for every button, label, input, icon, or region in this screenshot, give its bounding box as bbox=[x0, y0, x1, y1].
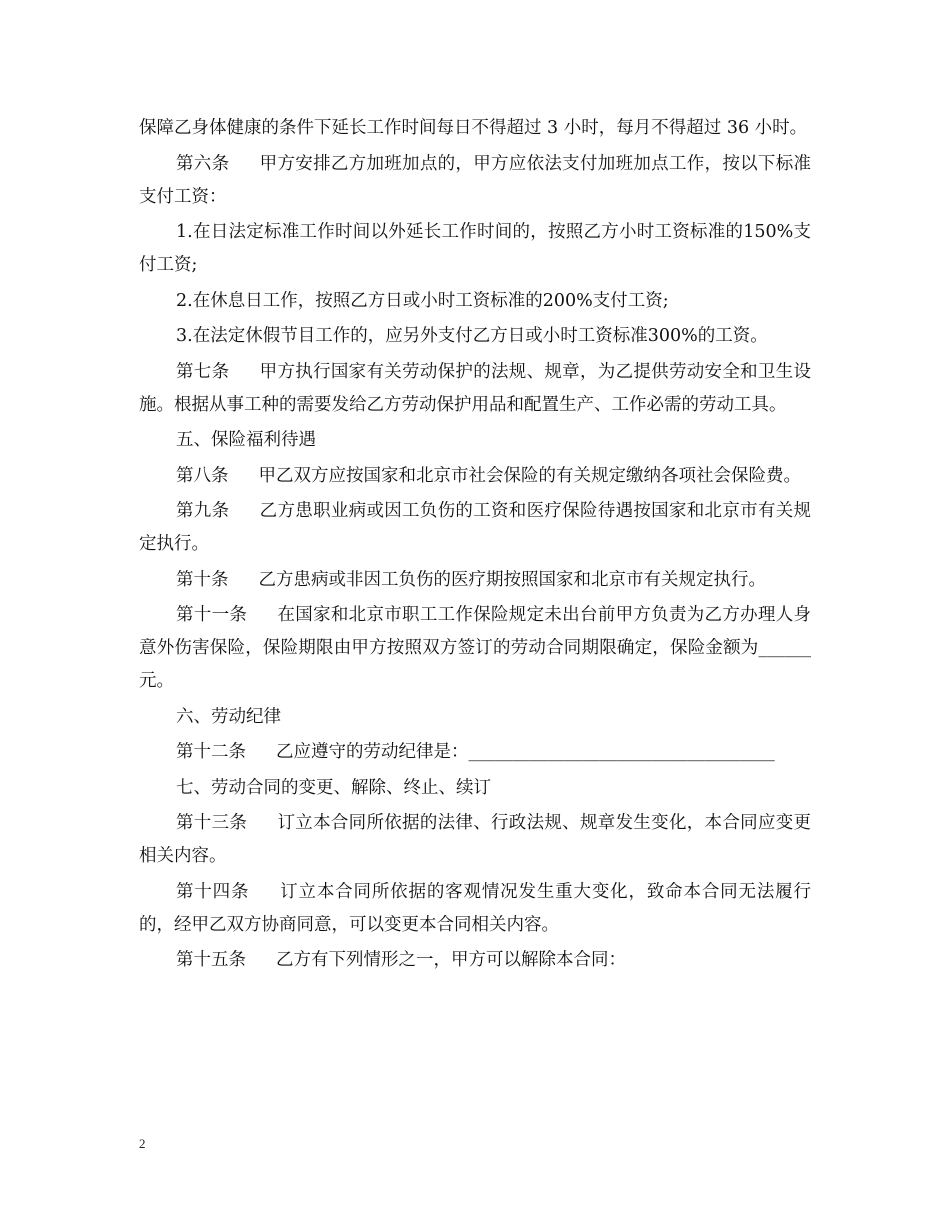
article-paragraph bbox=[139, 356, 811, 422]
list-item bbox=[139, 285, 811, 318]
paragraph-text: 甲方执行国家有关劳动保护的法规、规章，为乙提供劳动安全和卫生设施。根据从事工种的需要发给乙方劳动保护用品和配置生产、工作必需的劳动工具。 bbox=[139, 361, 812, 415]
paragraph-text: 2.在休息日工作，按照乙方日或小时工资标准的200%支付工资; bbox=[176, 290, 669, 311]
article-number: 第十条 bbox=[176, 569, 229, 590]
article-number: 第十五条 bbox=[176, 950, 246, 970]
section-heading-text: 六、劳动纪律 bbox=[176, 706, 281, 727]
article-paragraph bbox=[139, 495, 811, 561]
paragraph-text: 乙方有下列情形之一，甲方可以解除本合同： bbox=[276, 950, 626, 970]
article-paragraph bbox=[139, 460, 811, 493]
article-number: 第八条 bbox=[176, 465, 229, 486]
page-number: 2 bbox=[139, 1136, 146, 1151]
paragraph-text: 乙方患职业病或因工负伤的工资和医疗保险待遇按国家和北京市有关规定执行。 bbox=[139, 501, 812, 554]
section-heading bbox=[139, 772, 811, 805]
article-paragraph bbox=[139, 944, 811, 977]
article-number: 第七条 bbox=[176, 361, 230, 382]
article-number: 第十三条 bbox=[176, 813, 248, 833]
paragraph-text: 保障乙身体健康的条件下延长工作时间每日不得超过 3 小时，每月不得超过 36 小时。 bbox=[139, 118, 808, 138]
article-number: 第九条 bbox=[176, 501, 230, 521]
paragraph-text: 甲方安排乙方加班加点的，甲方应依法支付加班加点工作，按以下标准支付工资： bbox=[139, 153, 812, 207]
section-heading-text: 七、劳动合同的变更、解除、终止、续订 bbox=[176, 777, 491, 798]
paragraph-text: 1.在日法定标准工作时间以外延长工作时间的，按照乙方小时工资标准的150%支付工资; bbox=[139, 222, 811, 275]
paragraph-text: 乙方患病或非因工负伤的医疗期按照国家和北京市有关规定执行。 bbox=[258, 569, 766, 590]
article-paragraph bbox=[139, 599, 811, 698]
article-number: 第十二条 bbox=[176, 742, 246, 762]
section-heading bbox=[139, 424, 811, 457]
paragraph bbox=[139, 112, 811, 145]
article-paragraph bbox=[139, 807, 811, 873]
contract-body bbox=[139, 112, 811, 980]
article-number: 第六条 bbox=[176, 153, 230, 174]
section-heading bbox=[139, 701, 811, 734]
paragraph-text: 订立本合同所依据的客观情况发生重大变化，致命本合同无法履行的，经甲乙双方协商同意，可以变更本合同相关内容。 bbox=[139, 881, 812, 935]
article-paragraph bbox=[139, 736, 811, 769]
article-paragraph bbox=[139, 564, 811, 597]
article-number: 第十一条 bbox=[176, 605, 248, 625]
section-heading-text: 五、保险福利待遇 bbox=[176, 430, 316, 450]
article-number: 第十四条 bbox=[176, 881, 250, 902]
list-item bbox=[139, 216, 811, 282]
paragraph-text: 乙应遵守的劳动纪律是：___________________________________ bbox=[276, 742, 775, 762]
article-paragraph bbox=[139, 148, 811, 214]
paragraph-text: 甲乙双方应按国家和北京市社会保险的有关规定缴纳各项社会保险费。 bbox=[258, 465, 801, 486]
paragraph-text: 在国家和北京市职工工作保险规定未出台前甲方负责为乙方办理人身意外伤害保险，保险期限由甲方按照双方签订的劳动合同期限确定，保险金额为______元。 bbox=[139, 605, 812, 691]
list-item bbox=[139, 320, 811, 353]
paragraph-text: 3.在法定休假节目工作的，应另外支付乙方日或小时工资标准300%的工资。 bbox=[176, 326, 768, 346]
article-paragraph bbox=[139, 876, 811, 942]
paragraph-text: 订立本合同所依据的法律、行政法规、规章发生变化，本合同应变更相关内容。 bbox=[139, 813, 812, 866]
